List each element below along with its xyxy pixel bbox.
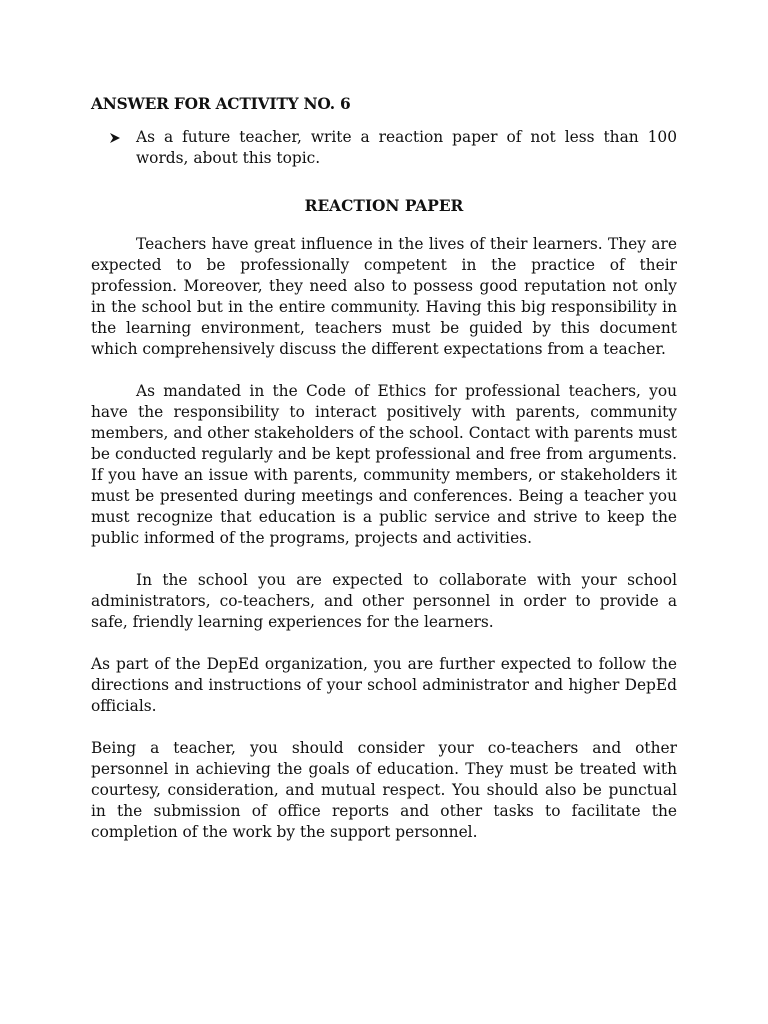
paragraph-3: In the school you are expected to collaborate with your school administrators, co-teachers, and other personnel in order to provide a safe, friendly learning experiences for the learners. <box>91 571 677 631</box>
arrowhead-bullet-icon <box>91 127 136 144</box>
paragraph-1: Teachers have great influence in the lives of their learners. They are expected to be professionally competent in the practice of their profession. Moreover, they need also to possess good reputation not only in the school but in the entire community. Having this big responsibility in the learning environment, teachers must be guided by this document which comprehensively discuss the different expectations from a teacher. <box>91 235 677 358</box>
instruction-text: As a future teacher, write a reaction paper of not less than 100 words, about this topic. <box>136 128 677 167</box>
paragraph-5: Being a teacher, you should consider your co-teachers and other personnel in achieving the goals of education. They must be treated with courtesy, consideration, and mutual respect. You should also be punctual in the submission of office reports and other tasks to facilitate the completion of the work by the support personnel. <box>91 739 677 841</box>
document-page <box>91 94 677 864</box>
activity-heading: ANSWER FOR ACTIVITY NO. 6 <box>91 95 351 113</box>
paragraph-4: As part of the DepEd organization, you are further expected to follow the directions and instructions of your school administrator and higher DepEd officials. <box>91 655 677 715</box>
paper-title: REACTION PAPER <box>304 197 464 215</box>
paragraph-2: As mandated in the Code of Ethics for professional teachers, you have the responsibility to interact positively with parents, community members, and other stakeholders of the school. Contact with parents must be conducted regularly and be kept professional and free from arguments. If you have an issue with parents, community members, or stakeholders it must be presented during meetings and conferences. Being a teacher you must recognize that education is a public service and strive to keep the public informed of the programs, projects and activities. <box>91 382 677 547</box>
instruction-bullet-item <box>91 127 677 169</box>
